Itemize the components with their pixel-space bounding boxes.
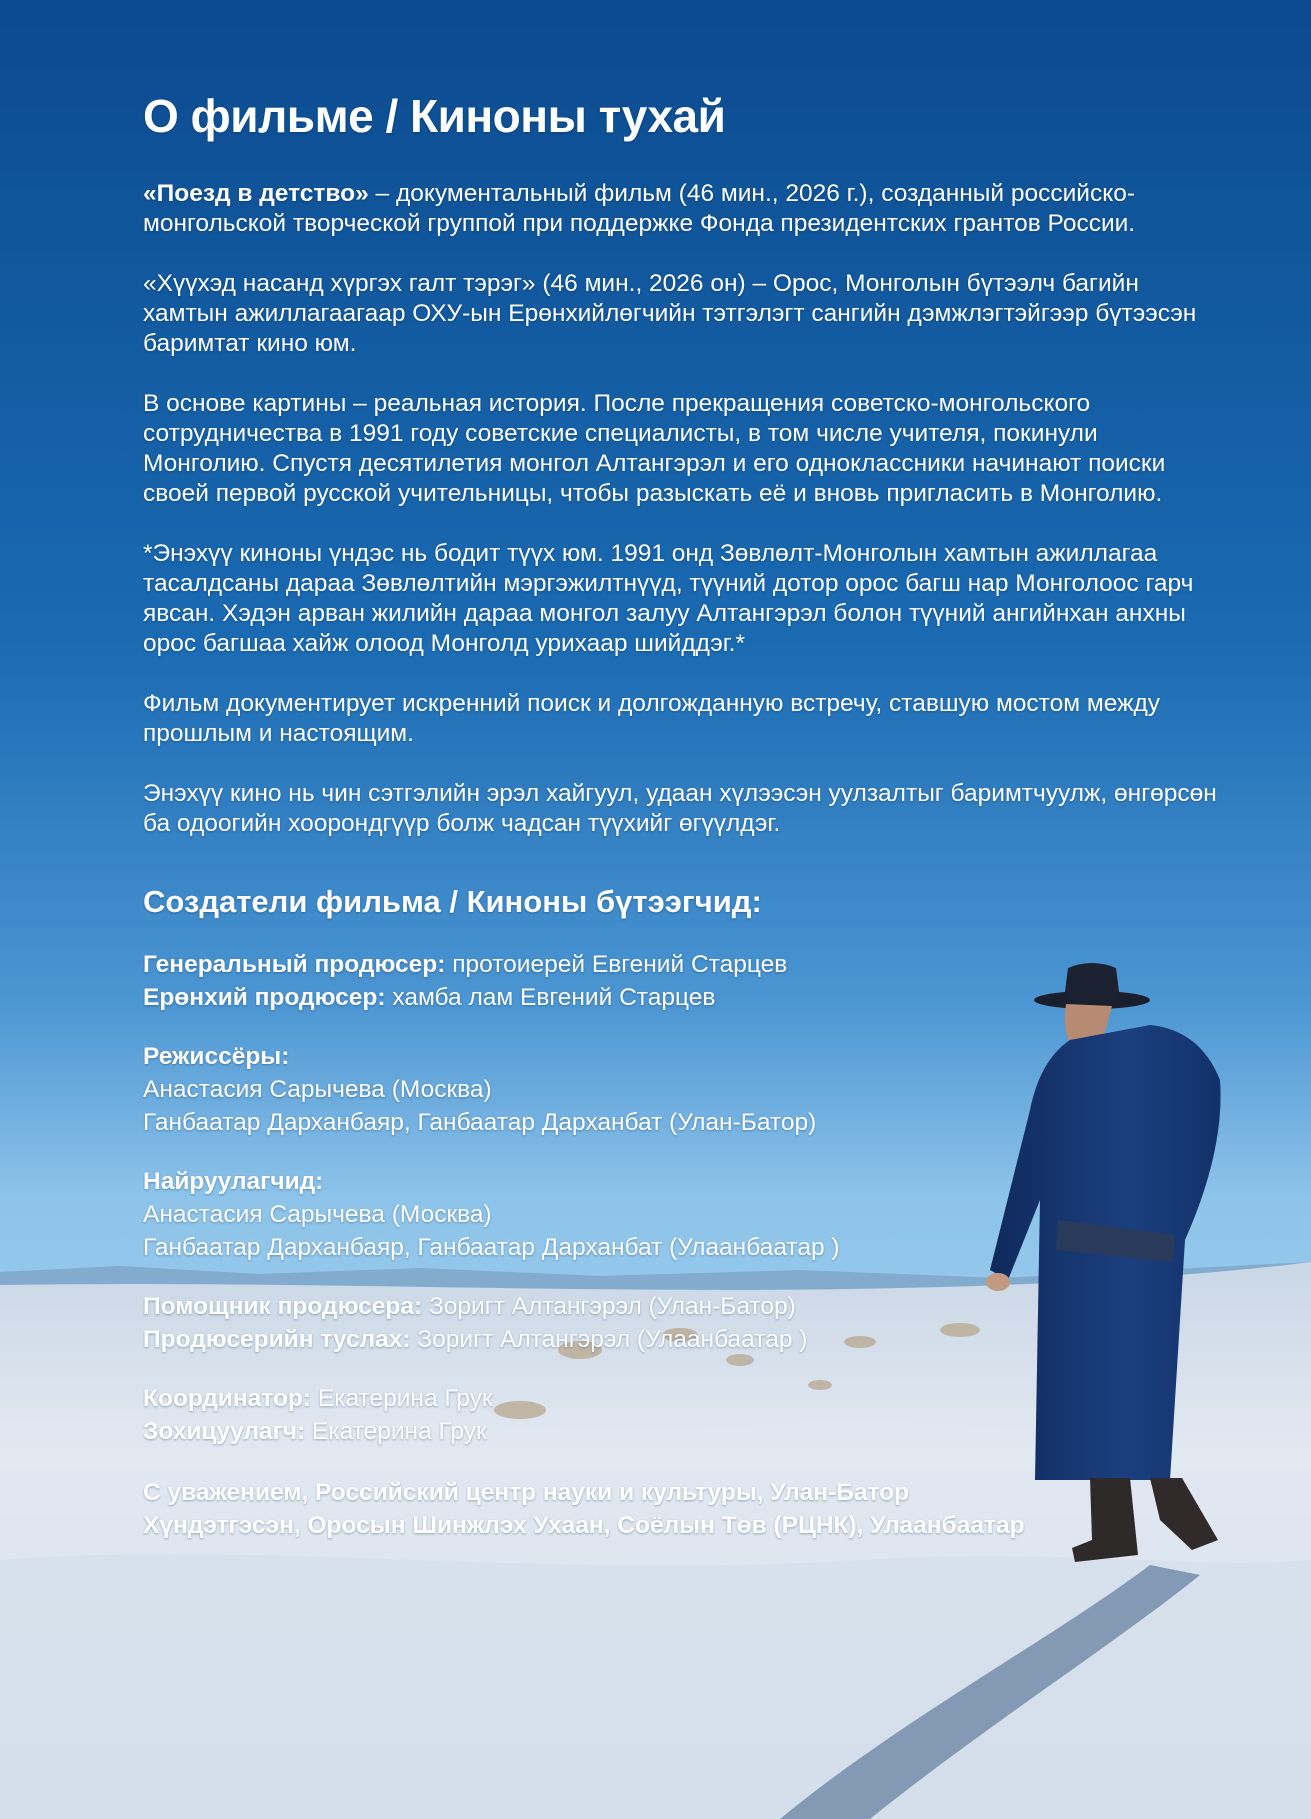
paragraph-summary-ru bbox=[143, 689, 1223, 749]
credit-label: Режиссёры: bbox=[143, 1043, 290, 1071]
credit-line-ru bbox=[143, 1382, 1223, 1415]
credit-assistant bbox=[143, 1290, 1223, 1356]
credit-label: Зохицуулагч: bbox=[143, 1418, 306, 1446]
credit-label: Генеральный продюсер: bbox=[143, 951, 446, 979]
credit-value: Зоригт Алтангэрэл (Улаанбаатар ) bbox=[410, 1326, 808, 1354]
closing-line-ru: С уважением, Российский центр науки и культуры, Улан-Батор bbox=[143, 1479, 910, 1507]
credit-value: Анастасия Сарычева (Москва) bbox=[143, 1076, 492, 1104]
credit-label: Ерөнхий продюсер: bbox=[143, 984, 386, 1012]
creators-heading: Создатели фильма / Киноны бүтээгчид: bbox=[143, 883, 762, 919]
credit-directors-mn bbox=[143, 1165, 1223, 1264]
credit-value: Ганбаатар Дарханбаяр, Ганбаатар Дарханбат (Улан-Батор) bbox=[143, 1109, 817, 1137]
paragraph-text: *Энэхүү киноны үндэс нь бодит түүх юм. 1991 онд Зөвлөлт-Монголын хамтын ажиллагаа тасалдсаны дараа Зөвлөлтийн мэргэжилтнүүд, түүний дотор орос багш нар Монголоос гарч явсан. Хэдэн арван жилийн дараа монгол залуу Алтангэрэл болон түүний ангийнхан анхны орос багшаа хайж олоод Монголд урихаар шийддэг.* bbox=[143, 539, 1194, 657]
credit-value: Анастасия Сарычева (Москва) bbox=[143, 1201, 492, 1229]
paragraph-text: Энэхүү кино нь чин сэтгэлийн эрэл хайгуул, удаан хүлээсэн уулзалтыг баримтчуулж, өнгөрсөн ба одоогийн хоорондгүүр болж чадсан түүхийг өгүүлдэг. bbox=[143, 779, 1217, 837]
credit-label: Продюсерийн туслах: bbox=[143, 1326, 411, 1354]
credit-value: Екатерина Грук bbox=[311, 1385, 493, 1413]
credit-line-mn bbox=[143, 981, 1223, 1014]
credit-value: Ганбаатар Дарханбаяр, Ганбаатар Дарханбат (Улаанбаатар ) bbox=[143, 1234, 840, 1262]
page-title: О фильме / Киноны тухай bbox=[143, 90, 726, 142]
paragraph-story-ru bbox=[143, 389, 1223, 509]
closing-signature bbox=[143, 1476, 1223, 1542]
paragraph-text: – документальный фильм (46 мин., 2026 г.), созданный российско-монгольской творческой группой при поддержке Фонда президентских грантов России. bbox=[143, 179, 1136, 237]
film-title-bold: «Поезд в детство» bbox=[143, 179, 369, 207]
credit-value: Зоригт Алтангэрэл (Улан-Батор) bbox=[422, 1293, 796, 1321]
credit-label: Найруулагчид: bbox=[143, 1168, 324, 1196]
closing-line-mn: Хүндэтгэсэн, Оросын Шинжлэх Ухаан, Соёлын Төв (РЦНК), Улаанбаатар bbox=[143, 1512, 1025, 1540]
credit-line-mn bbox=[143, 1415, 1223, 1448]
paragraph-intro-mn bbox=[143, 269, 1223, 359]
paragraph-story-mn bbox=[143, 539, 1223, 659]
credit-value: Екатерина Грук bbox=[305, 1418, 487, 1446]
paragraph-text: «Хүүхэд насанд хүргэх галт тэрэг» (46 мин., 2026 он) – Орос, Монголын бүтээлч багийн хамтын ажиллагаагаар ОХУ-ын Ерөнхийлөгчийн тэтгэлэгт сангийн дэмжлэгтэйгээр бүтээсэн баримтат кино юм. bbox=[143, 269, 1197, 357]
paragraph-summary-mn bbox=[143, 779, 1223, 839]
paragraph-text: В основе картины – реальная история. После прекращения советско-монгольского сотрудничества в 1991 году советские специалисты, в том числе учителя, покинули Монголию. Спустя десятилетия монгол Алтангэрэл и его одноклассники начинают поиски своей первой русской учительницы, чтобы разыскать её и вновь пригласить в Монголию. bbox=[143, 389, 1166, 507]
credit-directors-ru bbox=[143, 1040, 1223, 1139]
credit-value: хамба лам Евгений Старцев bbox=[385, 984, 716, 1012]
credit-producer bbox=[143, 948, 1223, 1014]
credit-label-line bbox=[143, 1165, 1223, 1198]
document-body bbox=[143, 90, 1223, 1542]
credit-value: протоиерей Евгений Старцев bbox=[445, 951, 788, 979]
credit-line-ru bbox=[143, 948, 1223, 981]
credit-label: Помощник продюсера: bbox=[143, 1293, 423, 1321]
credit-label-line bbox=[143, 1040, 1223, 1073]
credit-coordinator bbox=[143, 1382, 1223, 1448]
credit-line-mn bbox=[143, 1323, 1223, 1356]
paragraph-intro-ru bbox=[143, 179, 1223, 239]
paragraph-text: Фильм документирует искренний поиск и долгожданную встречу, ставшую мостом между прошлым и настоящим. bbox=[143, 689, 1161, 747]
credit-line-ru bbox=[143, 1290, 1223, 1323]
credit-label: Координатор: bbox=[143, 1385, 312, 1413]
